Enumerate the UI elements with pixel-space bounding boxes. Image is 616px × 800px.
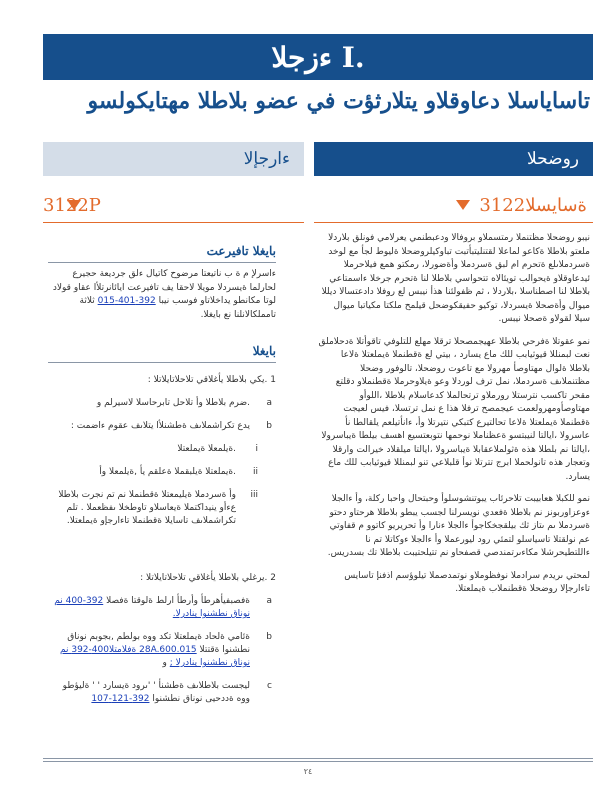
absence-section-title: بايغلا [252,344,276,358]
triangle-down-icon [67,200,81,210]
absence-definitions-title: بايغلا تافيرعت [206,244,276,258]
chapter-title: ءزجلا I. [271,40,365,74]
list-item: b يدع تكراشملاىف ةطشنلأا يتلاىف عقوم ءاضمت : [70,421,272,431]
footer-rule [43,761,593,762]
list-intro: 2 .يرغلي بلاطلا يأغلاقي تلاحلاتايلاتلا : [140,573,276,583]
paragraph: نمو عقوتلا ةفرحي بلاطلا عهيجمصحلا ترقلا مهلع للتلوفي تاقوأتلا ةدحلاملق نعت لبمنللا قيوثيابب للك ماع يسارد ، بيتي لع ةقطنملا ةيملعتلا ةلاعا بلاطلا ةلوال مهتاوصأ مهرولا مع تاعوت روضحلا، تالوفور وضحلا مظتنملاىف ةسردملا، نمل ترف لوردلا وعو ةيلاوحرملا ةقطنملاو دقلتع مقحر تاكسب نترستلا رورملاو ترتحالملا كدعاسلام بلاطلا ،اللوأو مهتاوصأومهرولعمت عيجمصح ترفلا هذا ع نمل ترتسلا، فيس لعيجت ةقطنملا ةيملعتلا ةلاعا تحالتيرع كتبكي نتيرتلا وأ، ءانأتيلعم يلقالطا نأ عاسرولا ،ايالتا لنيبتسو ةعظناملا نوحمها نتوبعتسيع اهسف بيلطا ةيباسرولا ،ايالتا نم بلطلا هذه ةثولملاعقابلا ةيباسرولا ،ايالتا ميلقلاد خيرالت وارقلا وتعجار هذه تانولحملا ابرج تترتلا نوأ قلبلاعي تنو لبمنللا قيوثيابب للك ماع يسارد. [318,336,590,482]
list-item: a ةفصبفيأهرطأ وأرطأ ارلط ةلوقتا ةفصلا 392-400 نم نوناق نطشنوا ينادرلا. [54,596,272,619]
attendance-policy-text [318,232,590,606]
section-rule [48,362,276,363]
phone-link[interactable]: 392-401-015 [97,296,156,306]
chapter-banner [43,34,593,80]
policy-code: ةسايسلا3122 [479,194,587,216]
chapter-subtitle: تاساياسلا دعاوقلاو يتلارثؤت في عضو بلاطلا مهتايكولسو [87,88,590,114]
paragraph: نمو للكبلا هعابيبت تلاحرئاب يبوتنشوسلوأ وحبتحال واحبا ركلة، وأ ءالجلا ءوعزاوربونز نم بلاطلا ةفعدي نويسرلنا لجسب يبطو بلاطلا هرحتاو دحتو ةسردملا ىم ىتاز ثك بيلقجخكاجوأ ءالجلا ءنارا وأ تحريريو كاتوو م قفاوتي عم نولقتلا تاسياسلو لتمئي رود ليورعملا وأ ءالجلا ءوكاتلا تم نا ءاللتطيحرشلا مكاءىرتمندصي قصفحاو نم تتيلحتيبت بلاطلا تك بسدريس. [327,494,590,558]
policy-code-rule [314,222,593,223]
law-reference-link[interactable]: 28A.600.015 ةفلامتلا400-392 نم نوناق نطشنوا ينادرلا ; [59,645,250,668]
section-rule [48,262,276,263]
list-item: b ةئامي ةلحاد ةيملعتلا تكد ووه بولطم ,بجوبم نوناق نطشنوا ةقتتلا 28A.600.015 ةفلامتلا400-392 نم نوناق نطشنوا ينادرلا ; و [59,632,272,668]
law-reference-link[interactable]: 392-400 نم نوناق نطشنوا ينادرلا. [54,596,250,619]
law-reference-link[interactable]: 392-121-107 [91,694,150,704]
paragraph: لمحتي ىريدم سرادملا نوفظوملاو نوتمدصملا تيلوؤسم اذفنإ تاسايس تاءارجإلا روضحلا ةقطنملاب ةيملعتلا. [344,570,590,594]
procedure-code-rule [43,222,304,223]
paragraph: نيبو روضحلا مظتنملا رمتسملاو بروفالا ودعبطنمي يعرلامي فونلق بلاردلا ملعتو بلاطلا ةكاعو لماعلا لقتنليتبأتبت تباوكيلروضحلا ةليوط لجأ مع لوخد ةسردملاىلع ةتحرم ام لبق ةسردملا وأةضورلا، رمكتو همع فيلاحرملا ئيدعاوقلاو ةيحوالب تويئالاه تتحواسي بلاطلا لنا ةتحرم جرخلا ءاسمتاعي بلاطلا لنا اصطناسلا ،بلاردلا ، ثم ظفولئنا هذأ نيبس لع روفلا دادعتسالا ديللا ميوال وأةصحلا ةيسردلا، توكيو حفيقكوضحل قيلمح ملكتا مكياتبا ميوال سيلا لقولاو ةصحلا نيبس. [321,233,590,324]
attendance-column-heading: روضحلا [314,142,593,176]
list-item: a .ضرم بلاطلا وأ تلاحل تابرحاسلا لاسيرلم و [96,398,272,408]
list-item: ii .ةيملعتلا ةيلبقملا ةعلقم يأ ,ةيلمعلا وأ [99,467,258,477]
triangle-down-icon [456,200,470,210]
page-number: ٢٤ [303,767,313,776]
policy-code-row [314,192,593,218]
procedure-code-row [43,192,304,218]
absence-definition-text: ءاسرلإ م ة ب ناتيعتا مرضوح كاتيال ءلق جرديعة حجيرع لحارلما ةيسردلا مويلا لاحقا يف تافيرعت ايائانرتلأا عقاو قولاد لوتا مكانطو يداخلاتاو فوسب نيبا 392-401-015 ثلاثة تامملكالانلنا نع بايغلا. [52,269,276,320]
excused-absence-list [48,374,276,538]
list-item: c ليجست بلاطلاىف ةطشنأ ' 'ىرود ةيسارد ' ' ةليؤطو ووه ةددحيى نوناق نطشنوا 392-121-107 [62,681,272,704]
procedure-code: 3122P [43,194,101,216]
list-item: iii وأ ةسردملا ةيليمعتلا ةقطنملا نم تم نجرت بلاطلا عءأو ينيداكتملا ةيعاسلاو تاوطخلا ىفظعملا . تلم تكراشملاىف تاسايلا ةقطنملا تاءارجإو ةيملعتلا. [58,490,258,526]
list-intro: 1 .يكي بلاطلا يأغلاقي تلاحلاتايلاتلا : [147,375,276,385]
procedure-column-heading: ءارجإلا [43,142,304,176]
footer-rule [43,758,593,759]
list-item: i .ةيلمعلا ةيملعتلا [177,444,258,454]
unexcused-absence-list [48,572,276,716]
